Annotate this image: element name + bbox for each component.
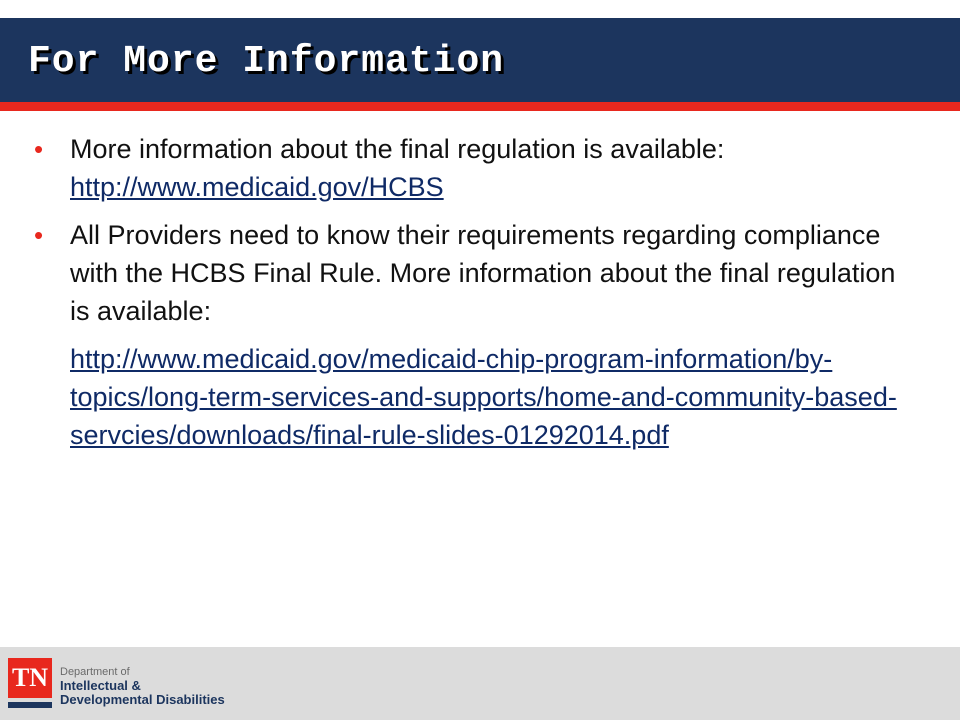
dept-line-3: Developmental Disabilities <box>60 692 225 707</box>
department-name <box>60 665 225 707</box>
bullet-item <box>30 216 910 330</box>
bullet-text: More information about the final regulation is available: <box>70 134 725 164</box>
slide-title: For More Information <box>28 40 505 83</box>
slide-content <box>30 130 910 454</box>
dept-line-1: Department of <box>60 666 130 678</box>
bullet-text: All Providers need to know their requirements regarding compliance with the HCBS Final Rule. More information about the final regulation is available: <box>70 220 896 326</box>
title-bar <box>0 18 960 102</box>
footer <box>0 647 960 720</box>
bullet-item <box>30 130 910 206</box>
bullet-icon: • <box>34 134 44 164</box>
bullet-icon: • <box>34 220 44 250</box>
logo-underline <box>8 702 52 708</box>
dept-line-2: Intellectual & <box>60 678 141 693</box>
final-rule-slides-link[interactable]: http://www.medicaid.gov/medicaid-chip-program-information/by-topics/long-term-services-and-supports/home-and-community-based-servcies/downloads/final-rule-slides-01292014.pdf <box>70 344 897 450</box>
tn-logo: TN <box>8 658 52 698</box>
title-divider <box>0 102 960 111</box>
hcbs-link[interactable]: http://www.medicaid.gov/HCBS <box>70 172 444 202</box>
